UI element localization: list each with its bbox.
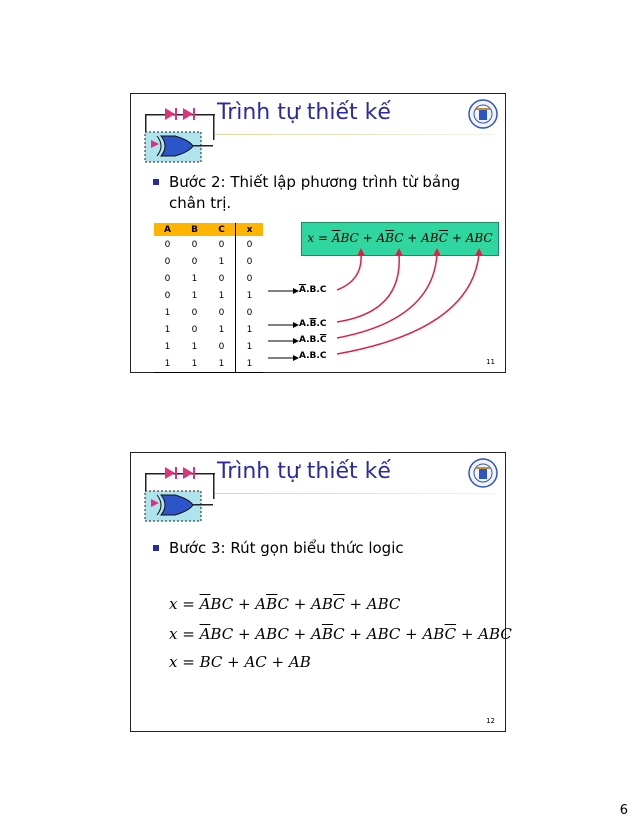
- slide-12: [130, 452, 512, 732]
- term-row7: $A.B.\overline{C}$: [299, 335, 327, 345]
- document-page-number: 6: [619, 803, 628, 818]
- term-row6: $A.\overline{B}.C$: [299, 319, 327, 329]
- bullet-square-icon: [153, 545, 159, 551]
- slide-title: Trình tự thiết kế: [217, 100, 391, 125]
- table-row: 0 1 0 0: [154, 270, 263, 287]
- table-row: 0 0 0 0: [154, 236, 263, 253]
- connector-arrows: [131, 94, 507, 374]
- sop-equation: $x = \overline{A}BC + A\overline{B}C + AB\overline{C}$ + ABC: [307, 231, 493, 245]
- header-a: A: [154, 223, 181, 236]
- bullet-text: Bước 2: Thiết lập phương trình từ bảng chân trị.: [169, 173, 461, 212]
- equation-line-3: x = BC + AC + AB: [169, 653, 311, 671]
- equation-line-1: $x = \overline{A}BC + A\overline{B}C + AB\overline{C}$ + ABC: [169, 595, 401, 613]
- slide-number: 12: [486, 717, 495, 725]
- equation-line-2: $x = \overline{A}BC$ + ABC + $A\overline{B}C$ + ABC + $AB\overline{C}$ + ABC: [169, 625, 512, 643]
- table-row: 1 1 0 1: [154, 338, 263, 355]
- header-b: B: [181, 223, 208, 236]
- slide-title: Trình tự thiết kế: [217, 459, 391, 484]
- table-row: 1 1 1 1: [154, 355, 263, 373]
- bullet-text: Bước 3: Rút gọn biểu thức logic: [169, 539, 404, 557]
- table-row: 1 0 0 0: [154, 304, 263, 321]
- header-x: x: [236, 223, 264, 236]
- header-c: C: [208, 223, 236, 236]
- term-row4: $\overline{A}.B.C$: [299, 285, 327, 295]
- slide-number: 11: [486, 358, 495, 366]
- title-divider: [215, 493, 495, 494]
- table-row: 1 0 1 1: [154, 321, 263, 338]
- table-row: 0 1 1 1: [154, 287, 263, 304]
- school-logo-icon: [467, 457, 501, 491]
- term-row8: A.B.C: [299, 351, 327, 361]
- table-row: 0 0 1 0: [154, 253, 263, 270]
- bullet-item: [169, 538, 489, 559]
- slide-11: [130, 93, 506, 373]
